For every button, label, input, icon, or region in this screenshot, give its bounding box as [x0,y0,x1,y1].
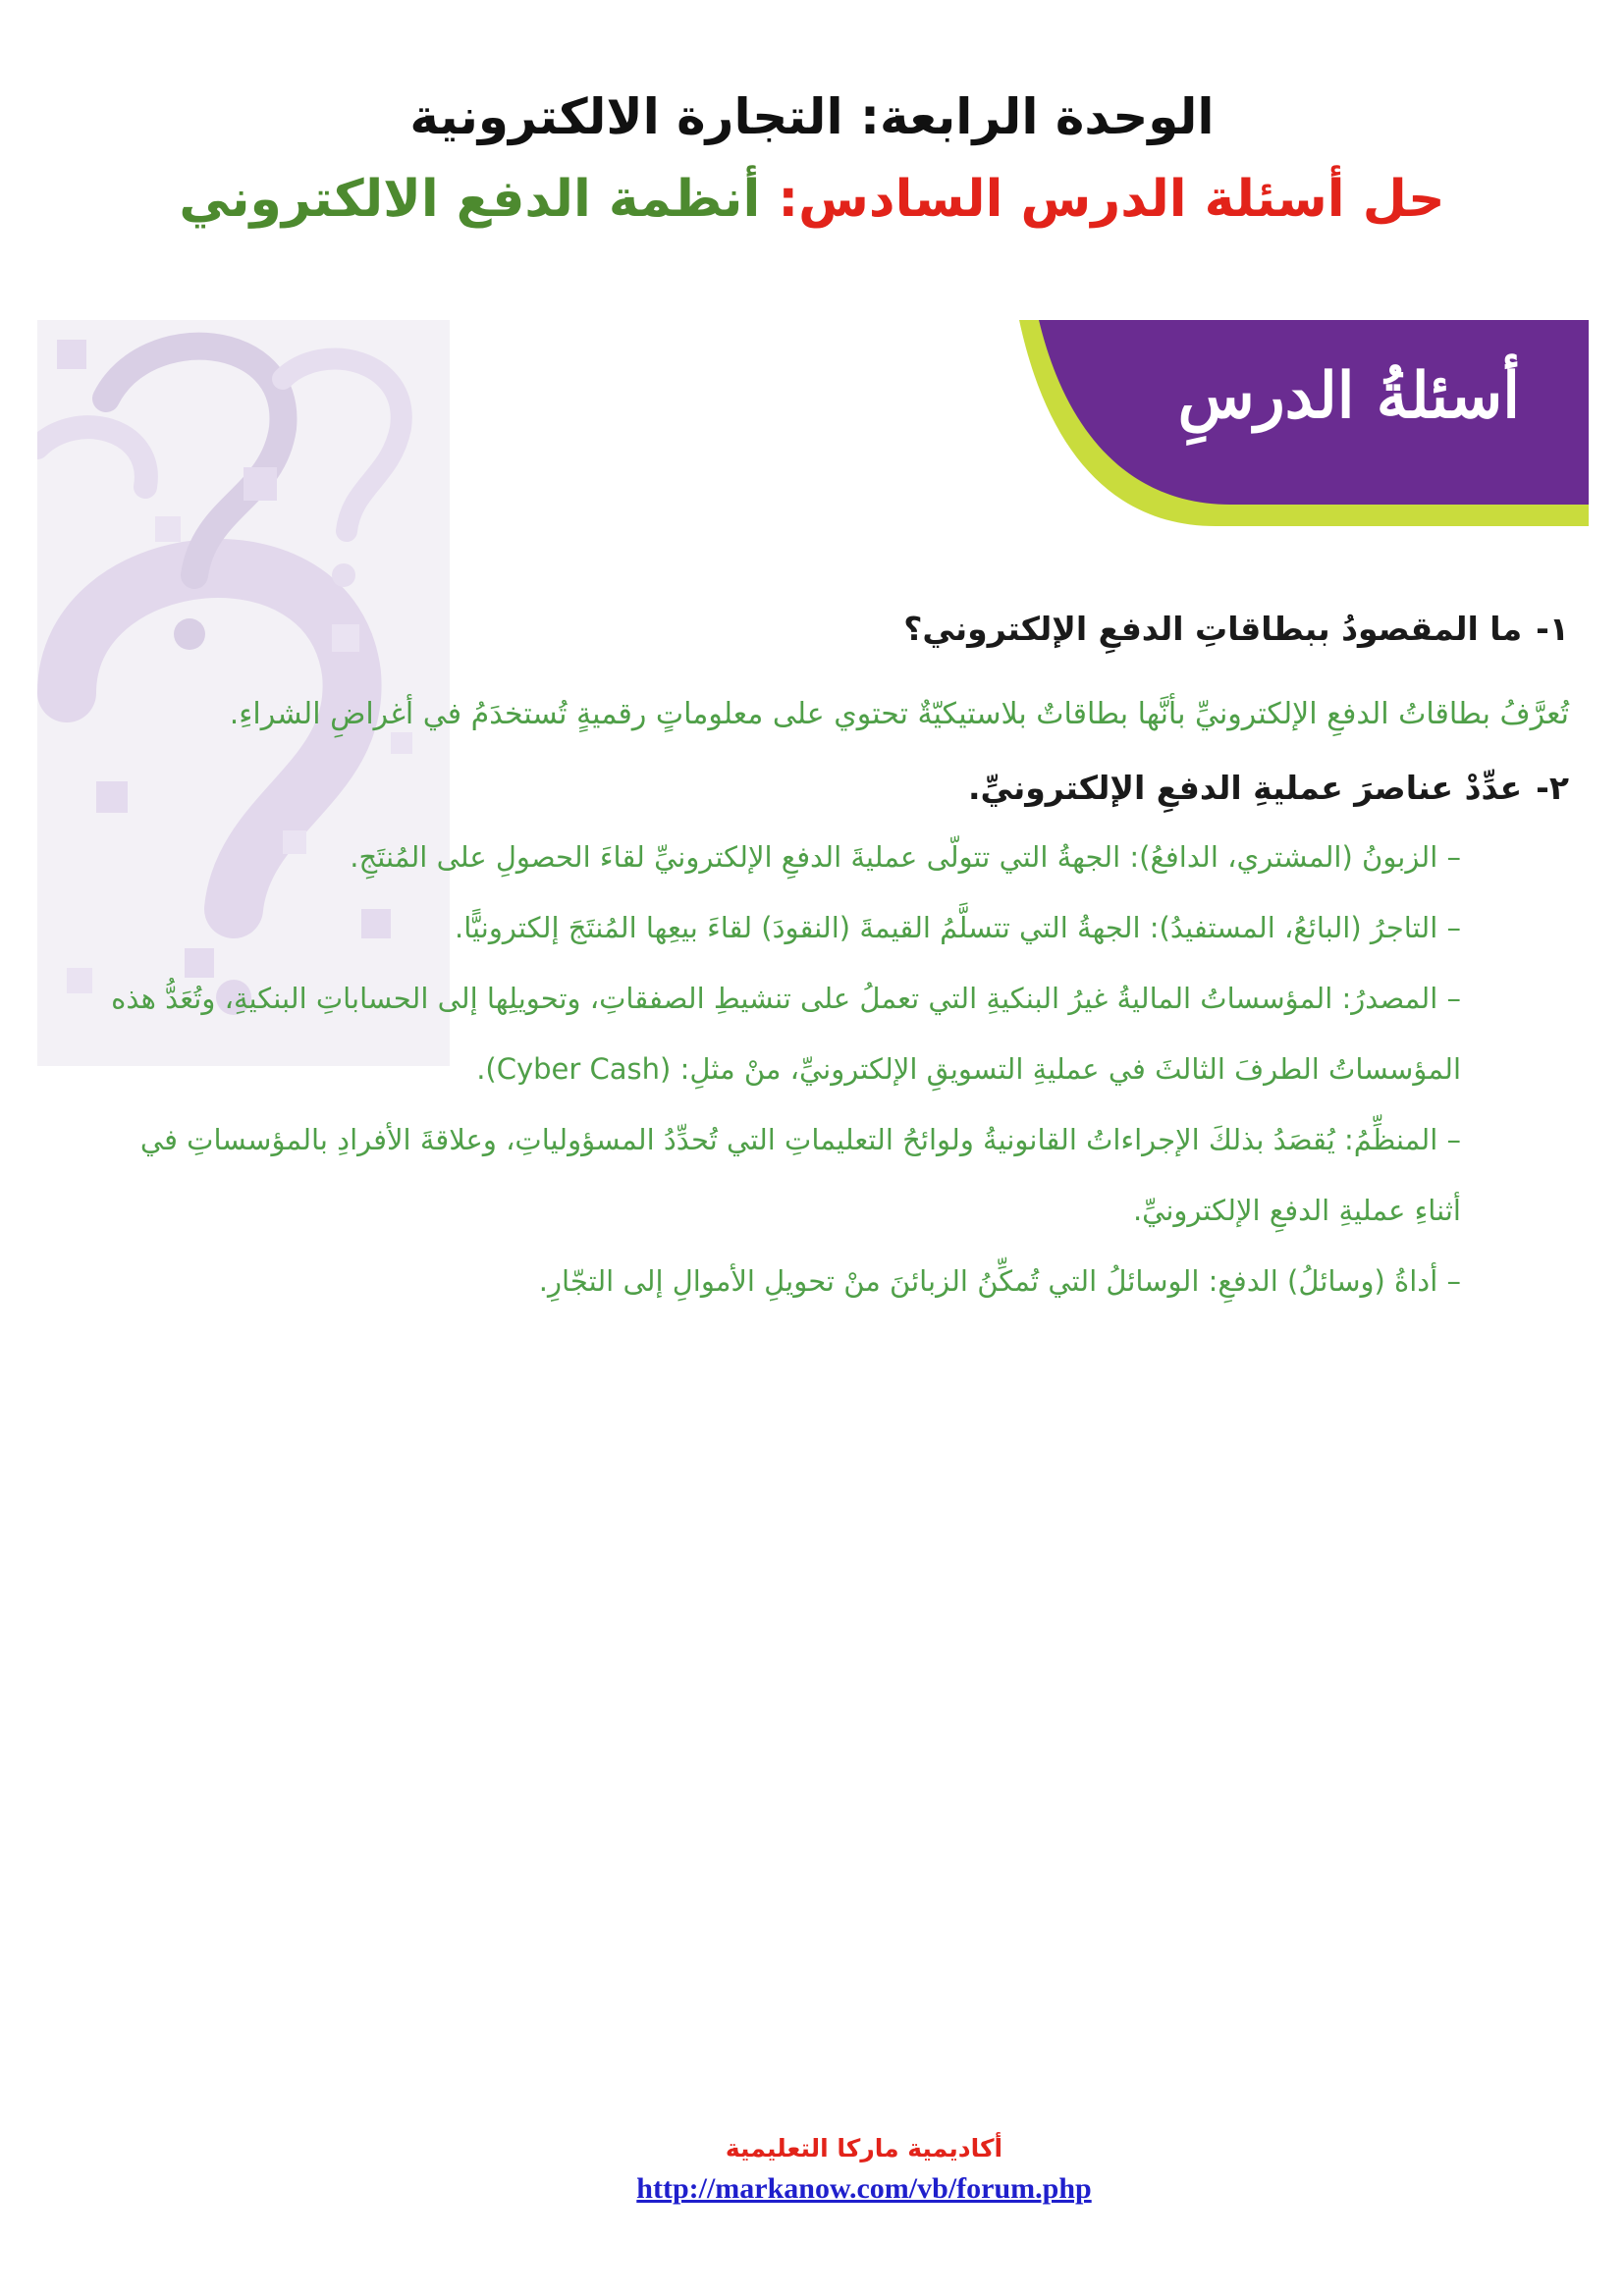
question-1 [106,600,1569,659]
banner-title: أسئلةُ الدرسِ [1177,359,1520,433]
question-number: ١- [1536,610,1569,648]
lesson-title [0,155,1624,243]
forum-link[interactable]: http://markanow.com/vb/forum.php [636,2172,1092,2205]
list-item: – أداةُ (وسائلُ) الدفعِ: الوسائلُ التي تُمكِّنُ الزبائنَ منْ تحويلِ الأموالِ إلى التجّارِ. [538,1264,1461,1298]
unit-title: الوحدة الرابعة: التجارة الالكترونية [409,88,1215,145]
question-number: ٢- [1536,769,1569,807]
lesson-questions-banner [1019,320,1589,526]
question-text: ما المقصودُ ببطاقاتِ الدفعِ الإلكتروني؟ [903,610,1523,648]
page-header [0,79,1624,243]
list-item: – التاجرُ (البائعُ، المستفيدُ): الجهةُ التي تتسلَّمُ القيمةَ (النقودَ) لقاءَ بيعِها المُنتَجَ إلكترونيًّا. [454,911,1461,944]
list-item: – المصدرُ: المؤسساتُ الماليةُ غيرُ البنكيةِ التي تعملُ على تنشيطِ الصفقاتِ، وتحويلِها إلى الحساباتِ البنكيةِ، وتُعَدُّ هذه المؤسساتُ الطرفَ الثالثَ في عمليةِ التسويقِ الإلكترونيِّ، منْ مثلِ: (Cyber Cash). [111,982,1461,1086]
lesson-prefix: حل أسئلة الدرس السادس: [778,170,1445,229]
list-item: – الزبونُ (المشتري، الدافعُ): الجهةُ التي تتولّى عمليةَ الدفعِ الإلكترونيِّ لقاءَ الحصولِ على المُنتَجِ. [350,840,1461,874]
answer-1: تُعرَّفُ بطاقاتُ الدفعِ الإلكترونيِّ بأنَّها بطاقاتٌ بلاستيكيّةٌ تحتوي على معلوماتٍ رقميةٍ تُستخدَمُ في أغراضِ الشراءِ. [229,697,1569,731]
question-text: عدِّدْ عناصرَ عمليةِ الدفعِ الإلكترونيِّ. [967,769,1523,807]
page-footer [589,2130,1139,2211]
lesson-topic: أنظمة الدفع الالكتروني [179,170,761,229]
list-item: – المنظِّمُ: يُقصَدُ بذلكَ الإجراءاتُ القانونيةُ ولوائحُ التعليماتِ التي تُحدِّدُ المسؤولياتِ، وعلاقةَ الأفرادِ بالمؤسساتِ في أثناءِ عمليةِ الدفعِ الإلكترونيِّ. [139,1123,1461,1227]
question-2 [106,759,1569,818]
questions-content [106,600,1569,1316]
academy-name: أكاديمية ماركا التعليمية [725,2134,1003,2163]
answer-2-list [106,822,1569,1316]
lesson-questions-panel [37,320,1589,1596]
